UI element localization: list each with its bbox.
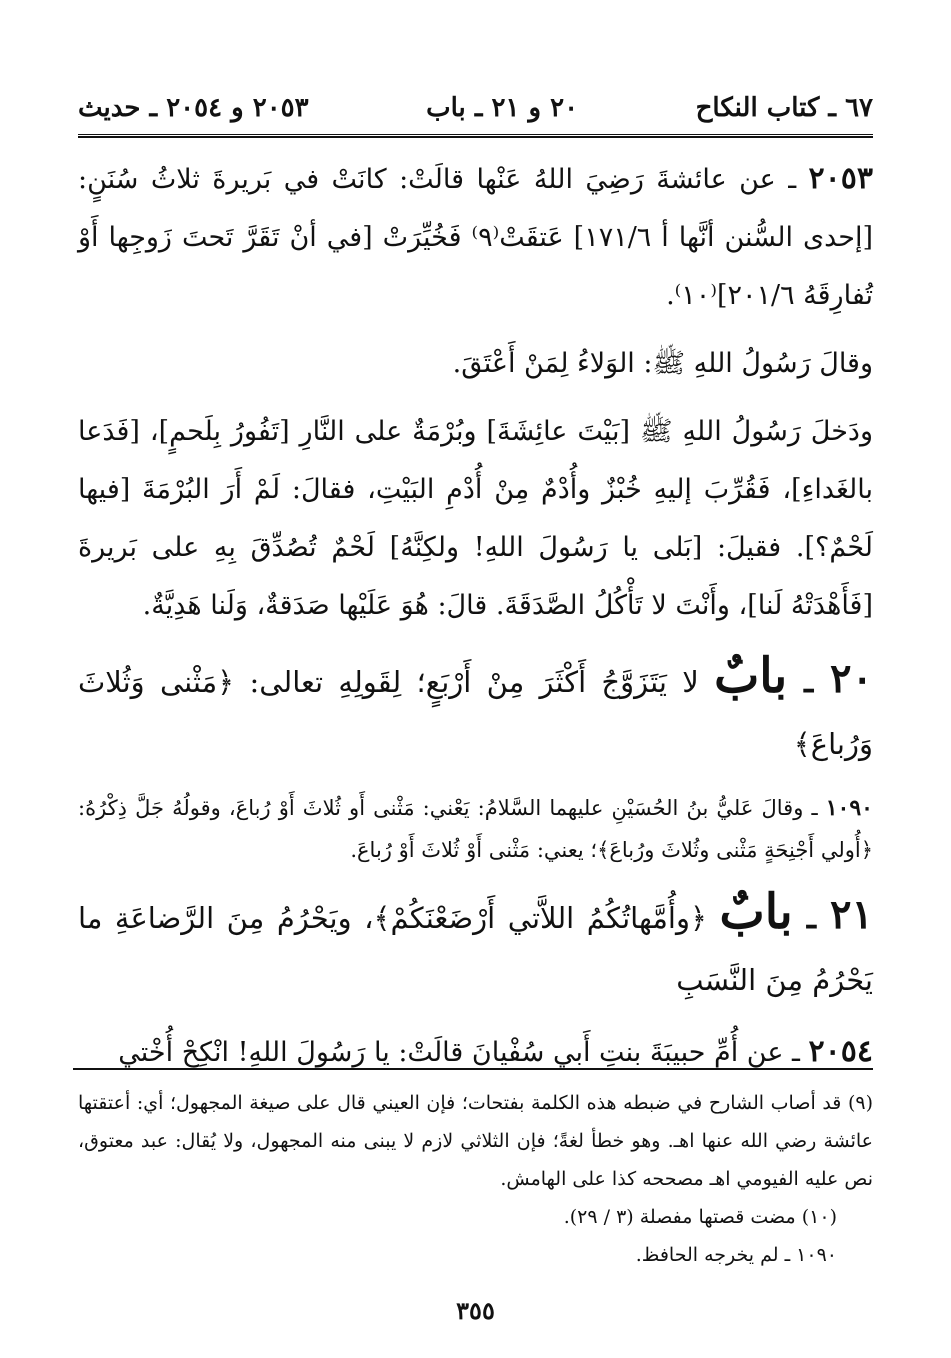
header-book-title: ٦٧ ـ كتاب النكاح (695, 93, 873, 123)
chapter-title: ﴿وأُمَّهاتُكُمُ اللاَّتي أَرْضَعْنَكُمْ﴾، ويَحْرُمُ مِنَ الرَّضاعَةِ ما يَحْرُمُ مِنَ النَّسَبِ (78, 901, 873, 997)
footnote-1090: ١٠٩٠ ـ لم يخرجه الحافظ. (635, 1244, 837, 1266)
chapter-20-heading: ٢٠ ـ بابٌ لا يَتَزَوَّجُ أَكْثَرَ مِنْ أَرْبَعٍ؛ لِقَولِهِ تعالى: ﴿مَثْنى وَثُلاثَ وَرُباعَ﴾ (78, 648, 873, 761)
hadith-text: ـ عن عائشةَ رَضِيَ اللهُ عَنْها قالَتْ: كانَتْ في بَريرةَ ثلاثُ سُنَنٍ: [إحدى السُّنن أنَّها أ ١٧١/٦] عَتقَتْ⁽٩⁾ فَخُيِّرَتْ [في أنْ تَقَرَّ تَحتَ زَوجِها أَوْ تُفارِقَهُ ٢٠١/٦]⁽١٠⁾. (78, 164, 873, 311)
narration-1090 (78, 787, 873, 871)
hadith-text: ـ عن أُمِّ حبيبَةَ بنتِ أَبي سُفْيانَ قالَتْ: يا رَسُولَ اللهِ! انْكِحْ أُخْتي (118, 1037, 809, 1068)
chapter-title: لا يَتَزَوَّجُ أَكْثَرَ مِنْ أَرْبَعٍ؛ لِقَولِهِ تعالى: ﴿مَثْنى وَثُلاثَ وَرُباعَ﴾ (78, 665, 873, 761)
footnotes (78, 1084, 873, 1274)
hadith-2054 (78, 1023, 873, 1082)
page-number: ٣٥٥ (456, 1296, 495, 1325)
chapter-21-heading: ٢١ ـ بابٌ ﴿وأُمَّهاتُكُمُ اللاَّتي أَرْضَعْنَكُمْ﴾، ويَحْرُمُ مِنَ الرَّضاعَةِ ما يَحْرُمُ مِنَ النَّسَبِ (78, 884, 873, 997)
paragraph-burma: ودَخلَ رَسُولُ اللهِ ﷺ [بَيْتَ عائِشَةَ] وبُرْمَةٌ على النَّارِ [تَفُورُ بِلَحمٍ]، [فَدَعا بالغَداءِ]، فَقُرِّبَ إليهِ خُبْزٌ وأُدْمٌ مِنْ أُدْمِ البَيْتِ، فقالَ: لَمْ أَرَ البُرْمَةَ [فيها لَحْمٌ؟]. فقيلَ: [بَلى يا رَسُولَ اللهِ! ولكِنَّهُ] لَحْمٌ تُصُدِّقَ بِهِ على بَريرةَ [فَأَهْدَتْهُ لَنا]، وأَنْتَ لا تَأْكُلُ الصَّدَقَةَ. قالَ: هُوَ عَلَيْها صَدَقةٌ، وَلَنا هَدِيَّةٌ. (78, 416, 873, 621)
chapter-number: ٢٠ (830, 655, 873, 702)
hadith-number: ٢٠٥٤ (808, 1034, 873, 1069)
hadith-2053 (78, 150, 873, 325)
chapter-number: ٢١ (830, 891, 873, 938)
main-text (78, 150, 873, 1092)
footnote-divider (73, 1068, 873, 1070)
header-divider (78, 134, 873, 138)
running-header (78, 88, 873, 128)
header-hadiths: ٢٠٥٣ و ٢٠٥٤ ـ حديث (78, 93, 309, 123)
hadith-number: ٢٠٥٣ (808, 161, 873, 196)
chapter-word: بابٌ (714, 648, 788, 704)
paragraph-wala: وقالَ رَسُولُ اللهِ ﷺ: الوَلاءُ لِمَنْ أَعْتَقَ. (452, 348, 873, 379)
narration-text: ـ وقالَ عَليُّ بنُ الحُسَيْنِ عليهما السَّلامُ: يَعْني: مَثْنى أَو ثُلاثَ أَوْ رُباعَ، وقولُهُ جَلَّ ذِكْرُهُ: ﴿أُولي أَجْنِحَةٍ مَثْنى وثُلاثَ ورُباعَ﴾؛ يعني: مَثْنى أَوْ ثُلاثَ أَوْ رُباعَ. (78, 796, 873, 862)
footnote-10: (١٠) مضت قصتها مفصلة (٣ / ٢٩). (563, 1206, 837, 1228)
header-chapters: ٢٠ و ٢١ ـ باب (426, 93, 579, 123)
narration-number: ١٠٩٠ (825, 795, 873, 821)
footnote-9: (٩) قد أصاب الشارح في ضبطه هذه الكلمة بفتحات؛ فإن العيني قال على صيغة المجهول؛ أي: أعتقتها عائشة رضي الله عنها اهـ. وهو خطأ لغةً؛ فإن الثلاثي لازم لا يبنى منه المجهول، ولا يُقال: عبد معتوق، نص عليه الفيومي اهـ مصححه كذا على الهامش. (78, 1092, 873, 1190)
chapter-word: بابٌ (719, 884, 793, 940)
